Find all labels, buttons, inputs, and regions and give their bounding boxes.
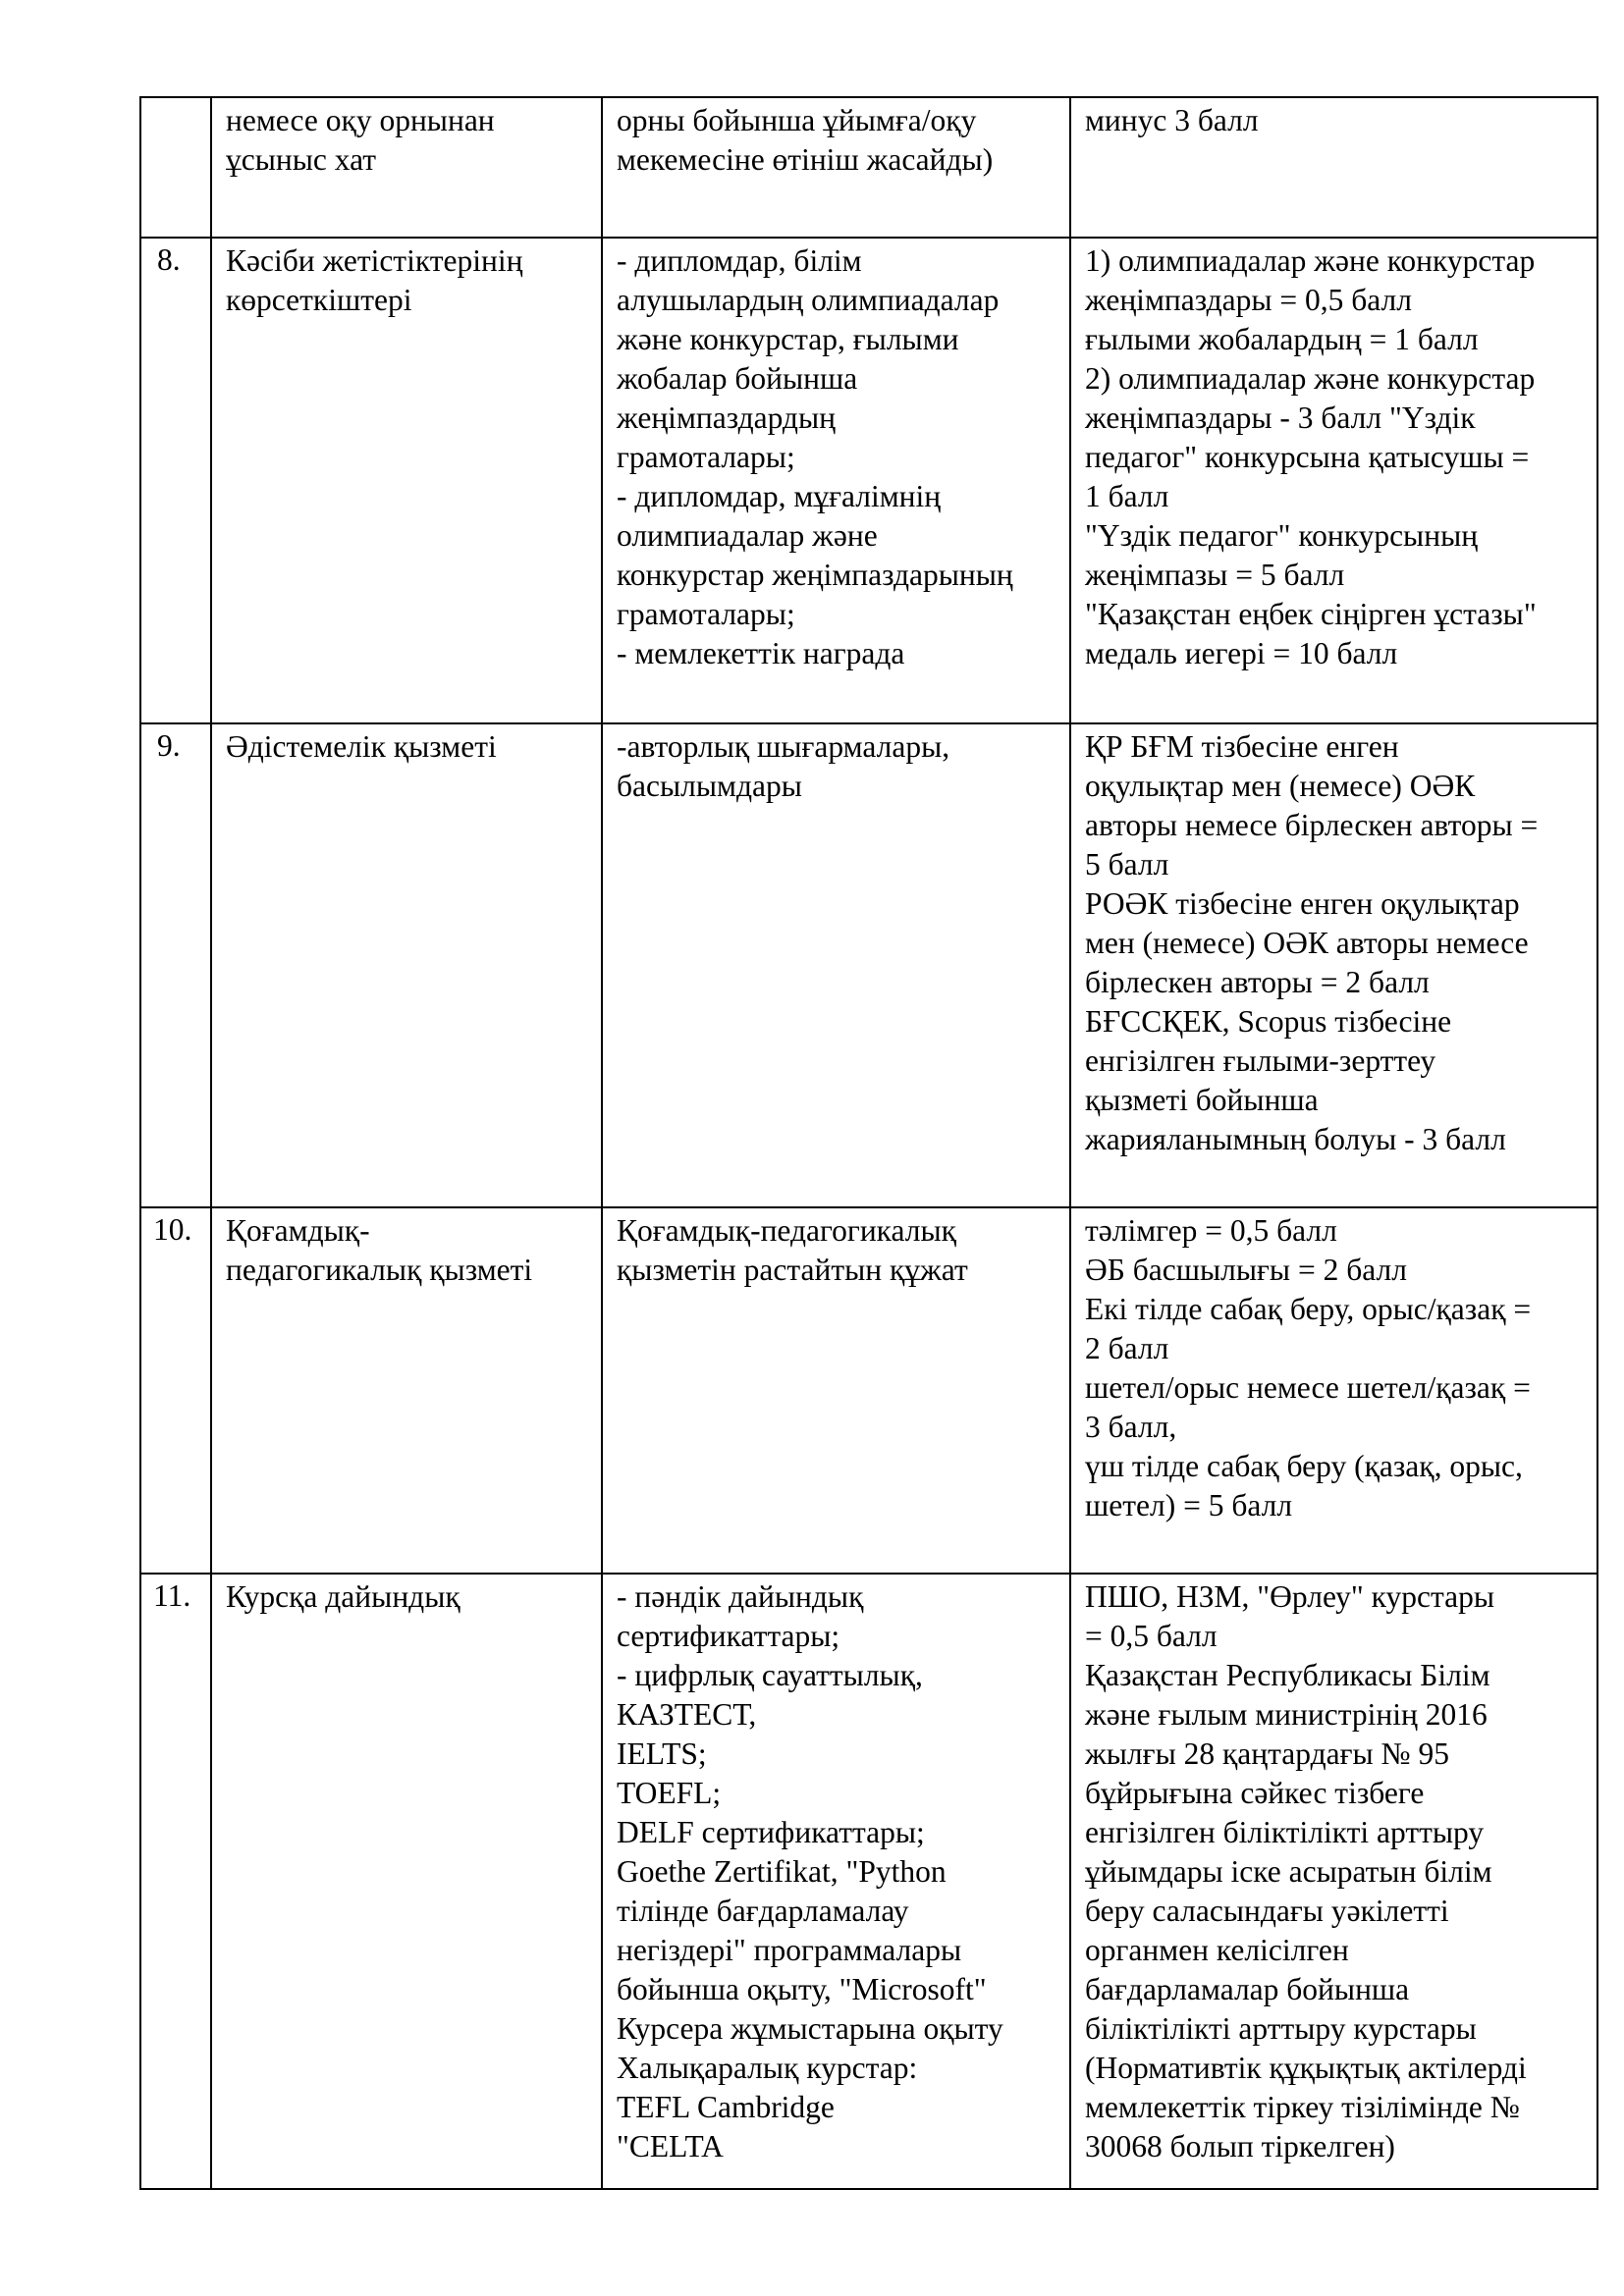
criterion-cell: Әдістемелік қызметі xyxy=(211,723,602,1207)
evidence-cell: - дипломдар, білім алушылардың олимпиадалар және конкурстар, ғылыми жобалар бойынша жеңімпаздардың грамоталары; - дипломдар, мұғалімнің олимпиадалар және конкурстар жеңімпаздарының грамоталары; - мемлекеттік награда xyxy=(602,238,1070,723)
row-number-cell: 8. xyxy=(140,238,211,723)
points-cell: ҚР БҒМ тізбесіне енген оқулықтар мен (немесе) ОӘК авторы немесе бірлескен авторы = 5 балл РОӘК тізбесіне енген оқулықтар мен (немесе) ОӘК авторы немесе бірлескен авторы = 2 балл БҒССҚЕК, Scopus тізбесіне енгізілген ғылыми-зерттеу қызметі бойынша жарияланымның болуы - 3 балл xyxy=(1070,723,1597,1207)
points-cell: тәлімгер = 0,5 балл ӘБ басшылығы = 2 балл Екі тілде сабақ беру, орыс/қазақ = 2 балл шетел/орыс немесе шетел/қазақ = 3 балл, үш тілде сабақ беру (қазақ, орыс, шетел) = 5 балл xyxy=(1070,1207,1597,1574)
table-row xyxy=(140,1207,1597,1574)
evidence-cell: орны бойынша ұйымға/оқу мекемесіне өтініш жасайды) xyxy=(602,97,1070,238)
evaluation-criteria-table xyxy=(139,96,1598,2190)
points-cell: минус 3 балл xyxy=(1070,97,1597,238)
criterion-cell: немесе оқу орнынан ұсыныс хат xyxy=(211,97,602,238)
table-row xyxy=(140,1574,1597,2189)
criterion-cell: Кәсіби жетістіктерінің көрсеткіштері xyxy=(211,238,602,723)
points-cell: ПШО, НЗМ, "Өрлеу" курстары = 0,5 балл Қазақстан Республикасы Білім және ғылым министрінің 2016 жылғы 28 қаңтардағы № 95 бұйрығына сәйкес тізбеге енгізілген біліктілікті арттыру ұйымдары іске асыратын білім беру саласындағы уәкілетті органмен келісілген бағдарламалар бойынша біліктілікті арттыру курстары (Нормативтік құқықтық актілерді мемлекеттік тіркеу тізілімінде № 30068 болып тіркелген) xyxy=(1070,1574,1597,2189)
criterion-cell: Қоғамдық- педагогикалық қызметі xyxy=(211,1207,602,1574)
table-row xyxy=(140,97,1597,238)
table-row xyxy=(140,238,1597,723)
row-number-cell: 10. xyxy=(140,1207,211,1574)
points-cell: 1) олимпиадалар және конкурстар жеңімпаздары = 0,5 балл ғылыми жобалардың = 1 балл 2) олимпиадалар және конкурстар жеңімпаздары - 3 балл "Үздік педагог" конкурсына қатысушы = 1 балл "Үздік педагог" конкурсының жеңімпазы = 5 балл "Қазақстан еңбек сіңірген ұстазы" медаль иегері = 10 балл xyxy=(1070,238,1597,723)
criterion-cell: Курсқа дайындық xyxy=(211,1574,602,2189)
evidence-cell: -авторлық шығармалары, басылымдары xyxy=(602,723,1070,1207)
row-number-cell xyxy=(140,97,211,238)
table-row xyxy=(140,723,1597,1207)
row-number-cell: 11. xyxy=(140,1574,211,2189)
evidence-cell: Қоғамдық-педагогикалық қызметін растайтын құжат xyxy=(602,1207,1070,1574)
row-number-cell: 9. xyxy=(140,723,211,1207)
evidence-cell: - пәндік дайындық сертификаттары; - цифрлық сауаттылық, КАЗТЕСТ, IELTS; TOEFL; DELF сертификаттары; Goethe Zertifikat, "Python тілінде бағдарламалау негіздері" программалары бойынша оқыту, "Microsoft" Курсера жұмыстарына оқыту Халықаралық курстар: TEFL Cambridge "CELTA xyxy=(602,1574,1070,2189)
